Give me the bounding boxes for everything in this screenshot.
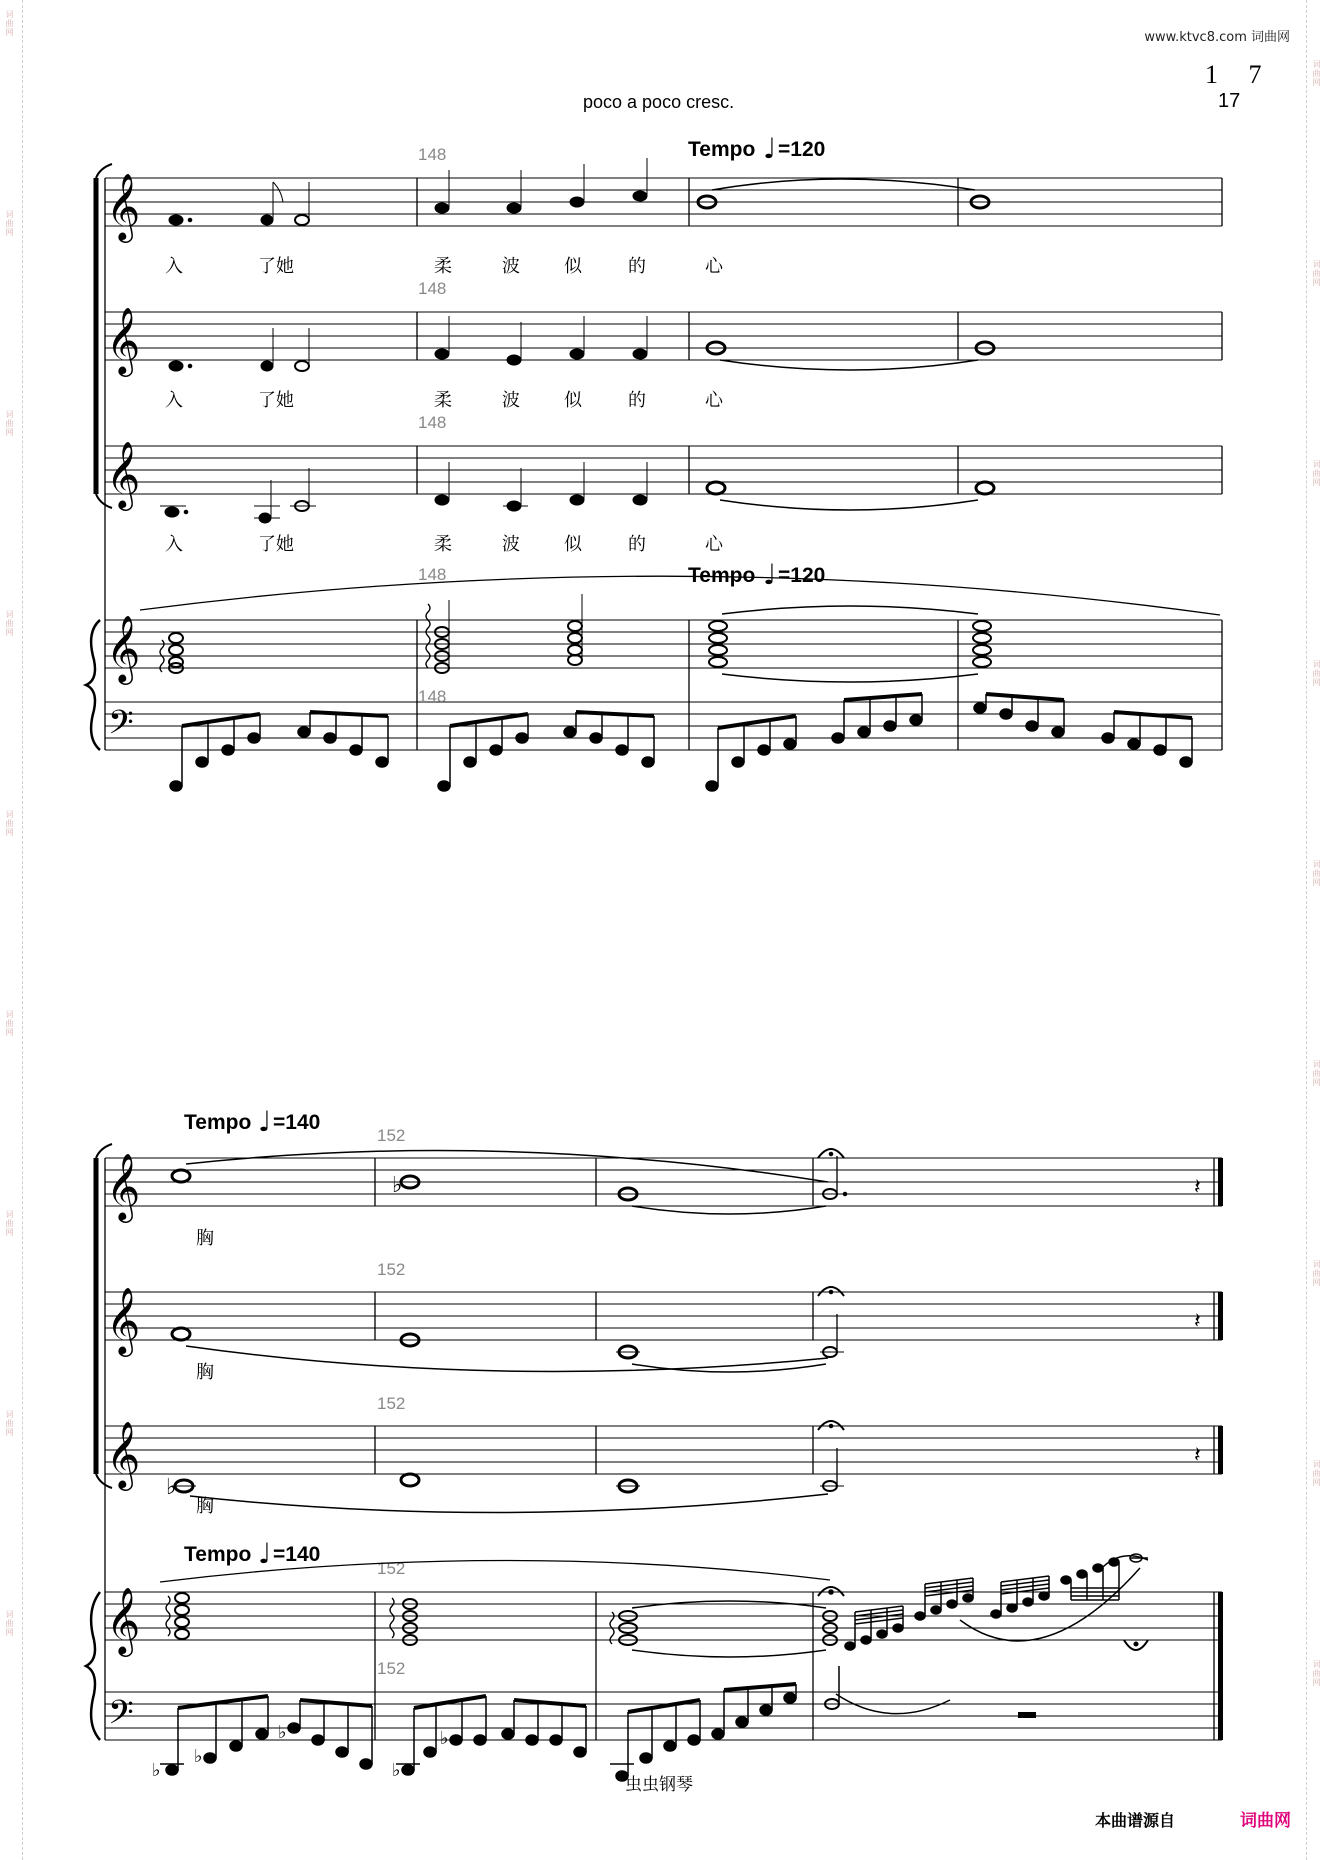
watermark-text: 词曲网 xyxy=(1312,60,1321,87)
bass-clef-icon: 𝄢 xyxy=(108,704,134,750)
watermark-text: 词曲网 xyxy=(1312,260,1321,287)
measure-numbers-system-2 xyxy=(377,1126,405,1678)
staff-tenor xyxy=(105,1426,1222,1474)
treble-clef-icon: 𝄞 xyxy=(106,1152,141,1220)
watermark-text: 词曲网 xyxy=(1312,1060,1321,1087)
svg-text:♭: ♭ xyxy=(194,1746,203,1767)
notes-system-1 xyxy=(1,158,1220,791)
staff-alto xyxy=(105,1292,1222,1340)
measure-number: 148 xyxy=(418,687,447,706)
svg-text:♭: ♭ xyxy=(152,1760,161,1781)
lyric-syllable: 了她 xyxy=(258,256,294,277)
source-label: 本曲谱源自 xyxy=(1095,1811,1176,1830)
staff-piano-treble xyxy=(105,1592,1222,1640)
quarter-note-icon: ♩ xyxy=(763,558,777,591)
treble-clef-icon: 𝄞 xyxy=(106,1586,141,1654)
lyric-syllable: 的 xyxy=(628,256,646,277)
staff-piano-treble xyxy=(105,620,1222,668)
staff-piano-bass xyxy=(105,1692,1222,1740)
lyric-syllable: 柔 xyxy=(434,534,452,555)
piano-brace xyxy=(86,1592,100,1740)
clefs-system-1 xyxy=(106,172,140,750)
site-url: www.ktvc8.com 词曲网 xyxy=(1144,30,1290,45)
system-1 xyxy=(86,164,1222,750)
treble-clef-icon: 𝄞 xyxy=(106,1420,141,1488)
lyric-syllable: 心 xyxy=(705,256,723,277)
dynamic-marking: poco a poco cresc. xyxy=(583,92,735,112)
lyric-syllable: 波 xyxy=(502,256,520,277)
lyric-syllable: 似 xyxy=(564,256,582,277)
svg-text:♭: ♭ xyxy=(392,1760,401,1781)
lyric-syllable: 柔 xyxy=(434,256,452,277)
lyric-syllable: 心 xyxy=(705,390,723,411)
final-barlines xyxy=(1214,1158,1223,1740)
watermark-text: 词曲网 xyxy=(5,1610,14,1637)
measure-number: 148 xyxy=(418,279,447,298)
lyric-syllable: 的 xyxy=(628,390,646,411)
tempo-value: =140 xyxy=(273,1543,321,1566)
lyric-syllable: 入 xyxy=(165,390,183,411)
caption: 虫虫钢琴 xyxy=(625,1775,693,1795)
watermark-text: 词曲网 xyxy=(1312,860,1321,887)
piano-bass-system-2 xyxy=(152,1666,1036,1781)
whole-rest-icon xyxy=(1018,1712,1036,1718)
measure-number: 152 xyxy=(377,1559,406,1578)
watermark-text: 词曲网 xyxy=(1312,1660,1321,1687)
measure-number: 152 xyxy=(377,1126,406,1145)
staff-soprano xyxy=(105,1158,1222,1206)
staff-piano-bass xyxy=(105,702,1222,750)
treble-clef-icon: 𝄞 xyxy=(106,614,141,682)
watermark-text: 词曲网 xyxy=(5,810,14,837)
treble-clef-icon: 𝄞 xyxy=(106,1286,141,1354)
quarter-rest-icon: 𝄽 xyxy=(1194,1309,1201,1334)
tempo-value: =120 xyxy=(778,138,826,161)
treble-clef-icon: 𝄞 xyxy=(106,172,141,240)
staff-tenor xyxy=(105,446,1222,494)
tempo-label: Tempo xyxy=(688,564,756,587)
measure-number: 152 xyxy=(377,1260,406,1279)
svg-text:♭: ♭ xyxy=(166,1475,177,1500)
tempo-value: =120 xyxy=(778,564,826,587)
watermark-text: 词曲网 xyxy=(5,1410,14,1437)
bass-clef-icon: 𝄢 xyxy=(108,1694,134,1740)
lyric-syllable: 心 xyxy=(705,534,723,555)
page-number-small: 17 xyxy=(1218,90,1241,112)
watermark-text: 词曲网 xyxy=(1312,460,1321,487)
tempo-label: Tempo xyxy=(184,1111,252,1134)
svg-text:♭: ♭ xyxy=(440,1728,449,1749)
lyric-syllable: 波 xyxy=(502,534,520,555)
tempo-label: Tempo xyxy=(688,138,756,161)
treble-clef-icon: 𝄞 xyxy=(106,440,141,508)
source-logo[interactable]: 词曲网 xyxy=(1240,1811,1291,1831)
measure-number: 148 xyxy=(418,565,447,584)
watermark-text: 词曲网 xyxy=(5,610,14,637)
tempo-system-1 xyxy=(688,132,825,591)
lyric-syllable: 了她 xyxy=(258,534,294,555)
watermark-text: 词曲网 xyxy=(1312,660,1321,687)
piano-chords-system-1 xyxy=(140,576,1220,682)
measure-numbers-system-1 xyxy=(418,145,446,706)
lyrics-tenor xyxy=(165,534,724,555)
lyrics-alto xyxy=(165,390,724,411)
lyric-syllable: 入 xyxy=(165,534,183,555)
piano-run xyxy=(845,1554,1148,1650)
quarter-note-icon: ♩ xyxy=(763,132,777,165)
watermark-text: 词曲网 xyxy=(5,1210,14,1237)
piano-brace xyxy=(86,620,100,750)
watermark-text: 词曲网 xyxy=(5,1010,14,1037)
quarter-rest-icon: 𝄽 xyxy=(1194,1443,1201,1468)
quarter-note-icon: ♩ xyxy=(258,1105,272,1138)
lyric-syllable: 的 xyxy=(628,534,646,555)
lyric-syllable: 入 xyxy=(165,256,183,277)
treble-clef-icon: 𝄞 xyxy=(106,306,141,374)
clefs-system-2 xyxy=(106,1152,140,1740)
lyrics-soprano xyxy=(165,256,724,277)
lyric-syllable: 胸 xyxy=(196,1362,214,1383)
system-2 xyxy=(86,1144,1223,1740)
quarter-note-icon: ♩ xyxy=(258,1537,272,1570)
tempo-label: Tempo xyxy=(184,1543,252,1566)
lyric-syllable: 波 xyxy=(502,390,520,411)
piano-chords-system-2 xyxy=(160,1560,844,1657)
piano-bass-system-1 xyxy=(170,694,1192,791)
page-number-large: 1 7 xyxy=(1205,60,1274,89)
lyric-syllable: 似 xyxy=(564,534,582,555)
lyric-syllable: 了她 xyxy=(258,390,294,411)
watermark-text: 词曲网 xyxy=(5,10,14,37)
quarter-rest-icon: 𝄽 xyxy=(1194,1175,1201,1200)
watermark-text: 词曲网 xyxy=(5,410,14,437)
lyric-syllable: 似 xyxy=(564,390,582,411)
measure-number: 148 xyxy=(418,413,447,432)
lyric-syllable: 胸 xyxy=(196,1228,214,1249)
lyric-syllable: 柔 xyxy=(434,390,452,411)
notes-system-2 xyxy=(152,1149,1201,1781)
watermark-text: 词曲网 xyxy=(5,210,14,237)
lyric-syllable: 胸 xyxy=(196,1496,214,1517)
measure-number: 152 xyxy=(377,1394,406,1413)
measure-number: 148 xyxy=(418,145,447,164)
svg-text:♭: ♭ xyxy=(278,1722,287,1743)
watermark-text: 词曲网 xyxy=(1312,1460,1321,1487)
tempo-value: =140 xyxy=(273,1111,321,1134)
svg-text:♭: ♭ xyxy=(392,1173,403,1198)
measure-number: 152 xyxy=(377,1659,406,1678)
watermark-text: 词曲网 xyxy=(1312,1260,1321,1287)
